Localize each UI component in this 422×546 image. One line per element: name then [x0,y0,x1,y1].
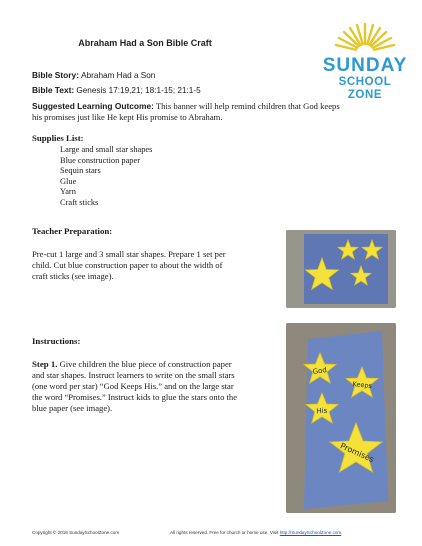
footer-tail: . [341,530,343,535]
photo-word-god: God [312,366,328,376]
photo-word-his: His [316,406,328,416]
instructions-step1 [32,359,282,414]
page-title: Abraham Had a Son Bible Craft [78,38,212,48]
step-label: Step 1. [32,359,58,369]
instructions-heading: Instructions: [32,336,81,346]
learning-outcome-label: Suggested Learning Outcome: [32,101,154,111]
photo-word-promises: Promises [338,441,376,465]
bible-text-line [32,85,201,96]
logo-line-sunday: SUNDAY [322,55,408,76]
list-item: Blue construction paper [60,155,141,165]
star-shapes-photo [286,230,396,308]
teacher-prep-line: craft sticks (see image). [32,271,114,281]
bible-text-label: Bible Text: [32,85,75,95]
list-item: Craft sticks [60,197,99,207]
bible-text-value: Genesis 17:19,21; 18:1-15; 21:1-5 [76,86,201,95]
logo-line-school-zone: SCHOOL ZONE [338,76,392,101]
supplies-heading: Supplies List: [32,133,84,143]
teacher-prep-heading: Teacher Preparation: [32,226,113,236]
completed-banner-photo [286,323,396,513]
learning-outcome [32,101,402,123]
instructions-line: (one word per star) “God Keeps His.” and on the large star [32,381,234,391]
sun-icon [320,18,410,54]
learning-outcome-line2: his promises just like He kept His promise to Abraham. [32,112,223,122]
bible-story-value: Abraham Had a Son [81,71,156,80]
list-item: Sequin stars [60,166,101,176]
bible-story-label: Bible Story: [32,70,79,80]
footer-rights-text: All rights reserved. Free for church or home use. Visit [170,530,279,535]
bible-story-line [32,70,155,81]
list-item: Large and small star shapes [60,145,153,154]
instructions-line: and star shapes. Instruct learners to write on the small stars [32,370,235,380]
teacher-prep-text [32,249,282,282]
instructions-line: the word “Promises.” Instruct kids to glue the stars onto the [32,392,238,402]
footer-website-link[interactable]: http://SundaySchoolZone.com [279,530,342,535]
photo-word-keeps: Keeps [352,380,373,391]
footer-rights [170,530,343,535]
teacher-prep-line: Pre-cut 1 large and 3 small star shapes. Prepare 1 set per [32,249,226,259]
teacher-prep-line: child. Cut blue construction paper to about the width of [32,260,223,270]
sunday-school-zone-logo [320,18,410,101]
instructions-line: Give children the blue piece of construction paper [59,359,232,369]
supplies-list [60,145,152,209]
list-item: Glue [60,176,77,186]
learning-outcome-line1: This banner will help remind children that God keeps [155,101,340,111]
footer-copyright: Copyright © 2016 SundaySchoolZone.com [32,530,120,535]
list-item: Yarn [60,187,76,197]
instructions-line: blue paper (see image). [32,403,113,413]
